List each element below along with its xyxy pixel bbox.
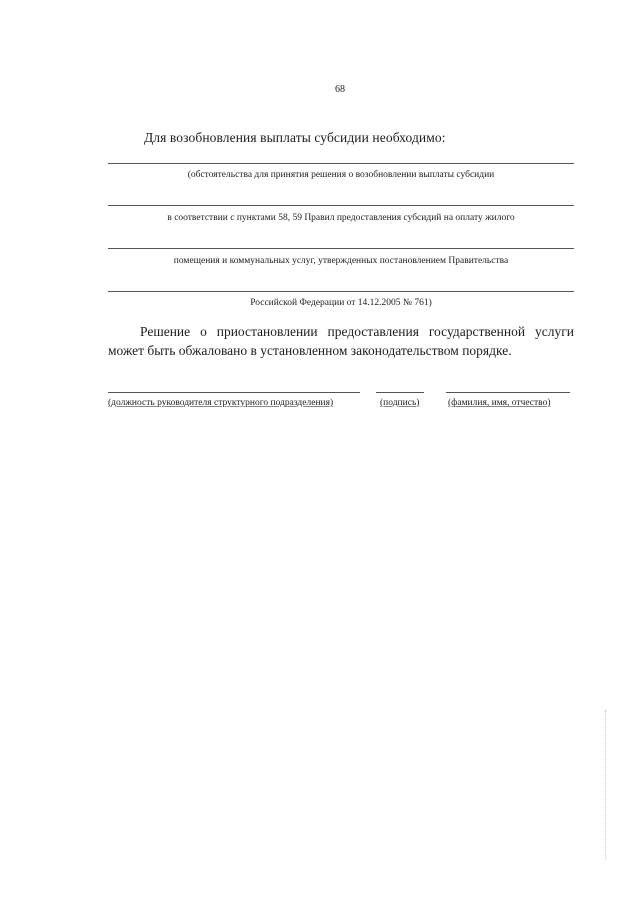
paragraph-word: услуги [534,324,574,339]
page-number: 68 [335,84,345,95]
signature-label: (подпись) [380,398,420,408]
intro-text: Для возобновления выплаты субсидии необходимо: [144,130,446,145]
position-label: (должность руководителя структурного подразделения) [108,398,334,408]
paragraph-word: государственной [428,324,526,339]
full-name-label: (фамилия, имя, отчество) [448,398,551,408]
full-name-line [446,392,570,393]
scan-artifact [605,710,612,860]
fill-line-2 [108,205,574,206]
signature-line [376,392,424,393]
appeal-paragraph-line-2: может быть обжаловано в установленном законодательством порядке. [108,343,512,358]
fill-line-1-caption: (обстоятельства для принятия решения о возобновлении выплаты субсидии [187,170,495,180]
paragraph-word: приостановлении [216,324,318,339]
appeal-paragraph [108,322,574,360]
fill-line-3-caption: помещения и коммунальных услуг, утвержденных постановлением Правительства [173,256,509,266]
appeal-paragraph-line-1 [108,322,574,341]
position-signature-line [108,392,360,393]
fill-line-1 [108,163,574,164]
paragraph-word: о [200,324,207,339]
fill-line-3 [108,248,574,249]
paragraph-word: предоставления [327,324,419,339]
paragraph-word: Решение [140,324,191,339]
fill-line-4 [108,291,574,292]
fill-line-2-caption: в соответствии с пунктами 58, 59 Правил предоставления субсидий на оплату жилого [167,213,515,223]
fill-line-4-caption: Российской Федерации от 14.12.2005 № 761) [250,298,432,308]
